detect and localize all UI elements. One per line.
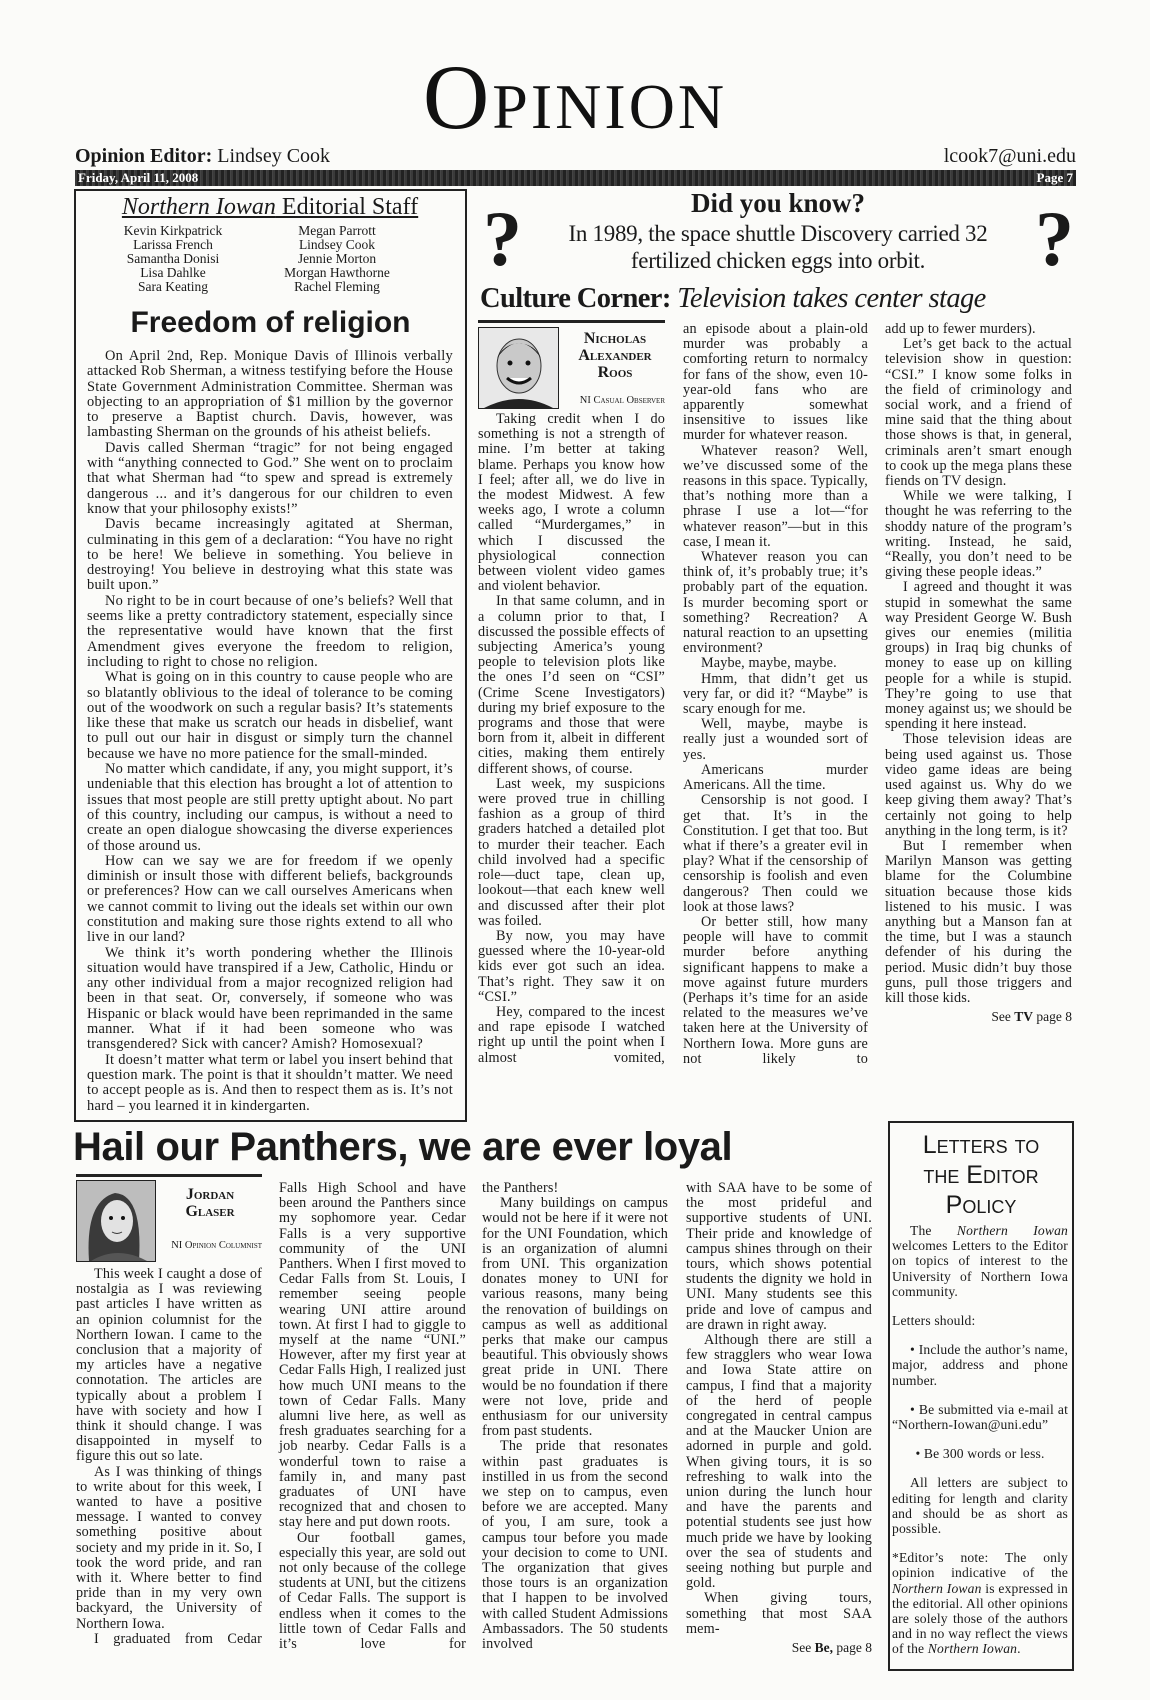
author-photo [478,327,559,409]
byline-rule [478,320,665,323]
jump-see: See [991,1009,1015,1025]
staff-member: Morgan Hawthorne [284,265,390,280]
letters-rule: • Be 300 words or less. [915,1446,1045,1462]
letters-intro [892,1223,1068,1299]
culture-column-3 [885,322,1072,1006]
paragraph: Falls High School and have been around the Panthers since my sophomore year. Cedar Falls is a very supportive community of the UNI Panthers. When I first moved to Cedar Falls from St. Louis, I remember seeing people wearing UNI attire around town. At first I had to giggle to myself at the name “UNI.” However, after my first year at Cedar Falls High, I realized just how much UNI means to the town of Cedar Falls. Many alumni live here, as well as fresh graduates searching for a job nearby. Cedar Falls is a wonderful town to raise a family in, and many past graduates of UNI have recognized that and chosen to stay here and put down roots. [279,1180,466,1531]
culture-corner-title: Television takes center stage [677,283,986,314]
staff-title [74,193,466,221]
paragraph: By now, you may have guessed where the 10-year-old kids ever got such an idea. That’s right. They saw it on “CSI.” [478,927,665,1005]
paragraph: As I was thinking of things to write about for this week, I wanted to have a positive message. I wanted to convey something positive about society and my pride in it. So, I took the word pride, and ran with it. Where better to find pride than in my very own backyard, the University of Northern Iowa. [76,1463,262,1632]
author-title: NI Opinion Columnist [171,1240,262,1251]
staff-member: Sara Keating [137,279,209,294]
culture-column-2 [683,322,868,1067]
paragraph: No matter which candidate, if any, you might support, it’s undeniable that this election has brought a lot of attention to issues that most people are still pretty uptight about. No part of this country, including our campus, is without a need to create an open dialogue showcasing the diverse experiences of those around us. [87,761,453,854]
letters-policy-body [892,1223,1068,1671]
staff-member: Samantha Donisi [126,251,220,266]
section-masthead: Opinion [422,46,728,148]
panthers-column-4-wrap [686,1181,872,1656]
staff-member: Lisa Dahlke [140,265,206,280]
editorial-body [87,349,453,1114]
page-number: Page 7 [1036,170,1073,185]
paragraph: Davis became increasingly agitated at Sherman, culminating in this gem of a declaration: “You have no right to be here! We believe in something. You believe in destroying! You believe in destroying what this state was built upon.” [87,516,453,594]
jump-page: page 8 [833,1640,872,1656]
paragraph: How can we say we are for freedom if we openly diminish or insult those with different beliefs, backgrounds or preferences? How can we call ourselves Americans when we cannot commit to living out the ideals set within our own constitution and making sure those rights extend to all who live in our land? [87,852,453,946]
paragraph: Maybe, maybe, maybe. [701,655,837,672]
paragraph: the Panthers! [482,1180,559,1196]
paragraph: Hey, compared to the incest and rape episode I watched right up until the point when I almost vomited, [478,1003,665,1066]
panthers-column-3 [482,1181,668,1652]
staff-member: Larissa French [133,237,213,252]
author-name [160,1186,260,1220]
panthers-headline: Hail our Panthers, we are ever loyal [73,1125,733,1169]
culture-corner-label: Culture Corner: [480,283,671,314]
letters-title-line: the Editor [923,1161,1039,1189]
jump-key: Be, [814,1640,834,1656]
text: Northern Iowan [892,1580,982,1596]
paragraph: On April 2nd, Rep. Monique Davis of Illinois verbally attacked Rob Sherman, a witness testifying before the House State Government Administration Committee. Sherman was objecting to an appropriation of $1 million by the governor to preserve a Baptist church. Davis, however, was lambasting Sherman on the grounds of his atheist beliefs. [87,348,453,441]
paragraph: What is going on in this country to cause people who are so blatantly oblivious to the ideal of tolerance to be coming out of the woodwork on such a regular basis? It’s statements like these that make us scratch our heads in disbelief, want to pull out our hair in disgust or simply turn the channel because we have no more patience for the small-minded. [87,669,453,762]
paragraph: Our football games, especially this year, are sold out not only because of the college students at UNI, but the citizens of Cedar Falls. The support is endless when it comes to the little town of Cedar Falls and it’s love for [279,1529,466,1653]
author-photo [76,1180,156,1262]
text: . [1017,1641,1021,1657]
byline-rule [76,1174,262,1177]
continued-link[interactable] [686,1640,872,1656]
paragraph: It doesn’t matter what term or label you insert behind that question mark. The point is that it shouldn’t matter. We need to accept people as is. And then to respect them as is. It’s not hard – you learned it in kindergarten. [87,1051,453,1114]
editor-label: Opinion Editor: [75,145,213,167]
culture-column-3-wrap [885,322,1072,1025]
letters-policy-title [890,1130,1072,1220]
letters-title-line: Policy [945,1191,1017,1219]
letters-rule: • Be submitted via e-mail at “Northern-Iowan@uni.edu” [892,1401,1068,1433]
paragraph: Davis called Sherman “tragic” for not being engaged with “anything connected to God.” She went on to proclaim that what Sherman had “to spew and spread is extremely dangerous ... and it’s dangerous for our children to even know that your philosophy exists!” [87,439,453,517]
jump-see: See [791,1640,815,1656]
author-title: NI Casual Observer [579,395,665,406]
jump-key: TV [1014,1009,1034,1025]
paragraph: Well, maybe, maybe is really just a wounded sort of yes. [683,716,868,763]
editor-name: Lindsey Cook [217,145,331,167]
paragraph: Let’s get back to the actual television show in question: “CSI.” I know some folks in the field of criminology and social work, and a friend of mine said that the thing about those shows is that, in general, criminals aren’t smart enough to cook up the mega plans these fiends on TV design. [885,336,1072,490]
paragraph: I graduated from Cedar [94,1630,262,1647]
continued-link[interactable] [885,1009,1072,1025]
paragraph: with SAA have to be some of the most prideful and supportive students of UNI. Their pride and knowledge of campus shines through on their tours, which shows potential students the dignity we hold in UNI. Many students see this pride and love of campus and are drawn in right away. [686,1180,872,1333]
paragraph: an episode about a plain-old murder was probably a comforting return to normalcy for fans of the show, even 10-year-old fans who are apparently somewhat insensitive to issues like murder for whatever reason. [683,321,868,444]
jump-page: page 8 [1033,1009,1072,1025]
paragraph: Although there are still a few stragglers who wear Iowa and Iowa State attire on campus, I find that a majority of the herd of people congregated in central campus and at the Maucker Union are adorned in purple and gold. When giving tours, it is so refreshing to walk into the union during the lunch hour and have the parents and potential students see just how much pride we have by looking over the sea of students and seeing nothing but purple and gold. [686,1332,872,1592]
author-name-line: Roos [597,364,633,381]
author-name [565,330,665,381]
text: welcomes Letters to the Editor on topics of interest to the University of Northern Iowa community. [892,1238,1068,1299]
author-photo-image [77,1181,155,1261]
staff-member: Lindsey Cook [298,237,376,252]
panthers-column-1 [76,1267,262,1647]
text: Northern Iowan [927,1641,1018,1657]
letters-title-line: Letters to [922,1131,1040,1159]
staff-title-paper: Northern Iowan [121,194,276,220]
paragraph: This week I caught a dose of nostalgia as I was reviewing past articles I have written as an opinion columnist for the Northern Iowan. I came to the conclusion that a majority of my articles have a negative connotation. The articles are typically about a problem I have with society and how I think it should change. I was disappointed in myself to figure this out so late. [76,1266,262,1465]
author-name-line: Nicholas [583,330,647,347]
editorial-headline: Freedom of religion [130,306,411,339]
paragraph: Censorship is not good. I get that. It’s in the Constitution. I get that too. But what if there’s a greater evil in play? What if the censorship of censorship is foolish and even dangerous? Then could we look at those laws? [683,792,868,915]
did-you-know-fact: In 1989, the space shuttle Discovery carried 32 fertilized chicken eggs into orbit. [568,221,988,273]
question-mark-icon: ? [483,195,522,282]
paragraph: add up to fewer murders). [885,321,1036,337]
issue-date: Friday, April 11, 2008 [78,170,199,185]
paragraph: The pride that resonates within past graduates is instilled in us from the second we step on to campus, even before we are accepted. Many of you, I am sure, took a campus tour before you made your decision to come to UNI. The organization that gives those tours is an organization that I happen to be involved with called Student Admissions Ambassadors. The 50 students involved [482,1438,668,1653]
letters-rule: • Include the author’s name, major, address and phone number. [892,1342,1068,1388]
letters-editing: All letters are subject to editing for length and clarity and should be as short as possible. [892,1475,1068,1537]
paragraph: Whatever reason? Well, we’ve discussed some of the reasons in this space. Typically, that’s nothing more than a phrase I use a lot—“for whatever reason”—but in this case, I mean it. [683,442,868,550]
staff-member: Kevin Kirkpatrick [123,223,223,238]
staff-member: Rachel Fleming [294,279,380,294]
paragraph: No right to be in court because of one’s beliefs? Well that seems like a pretty contradictory statement, especially since the representative would have known that the first Amendment gives everyone the freedom to religion, including to right to chose no religion. [87,592,453,670]
paragraph: Many buildings on campus would not be here if it were not for the UNI Foundation, which is an organization of alumni from UNI. This organization donates money to UNI for various reasons, many being the renovation of buildings on campus as well as additional perks that make our campus beautiful. This obviously shows great pride in UNI. There would be no foundation if there were not love, pride and enthusiasm for our university from past students. [482,1195,668,1440]
culture-column-1 [478,412,665,1066]
author-photo-image [479,328,558,408]
paragraph: While we were talking, I thought he was referring to the shoddy nature of the program’s writing. Instead, he said, “Really, you don’t need to be giving these people ideas.” [885,488,1072,581]
staff-member: Megan Parrott [298,223,376,238]
author-name-line: Glaser [185,1203,235,1220]
date-bar [75,170,1076,186]
paragraph: Those television ideas are being used against us. Those video game ideas are being used against us. Why do we keep giving them away? That’s certainly not going to help anything in the long term, is it? [885,731,1072,839]
editor-email: lcook7@uni.edu [943,145,1076,167]
text: is expressed in the editorial. All other opinions are solely those of the authors and in no way reflect the views of the [892,1580,1068,1657]
staff-member: Jennie Morton [297,251,377,266]
paragraph: Or better still, how many people will have to commit murder before anything significant happens to make a move against future murders (Perhaps it’s time for an aside related to the measures we’ve taken here at the University of Northern Iowa. More guns are not likely to [683,913,868,1067]
paragraph: Taking credit when I do something is not a strength of mine. I’m better at taking blame. Perhaps you know how I feel; after all, we do live in the modest Midwest. A few weeks ago, I wrote a column called “Murdergames,” in which I discussed the physiological connection between violent video games and violent behavior. [478,411,665,595]
paragraph: We think it’s worth pondering whether the Illinois situation would have transpired if a Jew, Catholic, Hindu or any other individual from a major recognized religion had been in that seat. Or, conversely, if someone who was Hispanic or black would have been reprimanded in the same manner. What if it had been someone who was transgendered? Sick with cancer? Amish? Homosexual? [87,944,453,1053]
paragraph: But I remember when Marilyn Manson was getting blame for the Columbine situation because those kids listened to his music. I was anything but a Manson fan at the time, but I was a staunch defender of his during the period. Music didn’t buy those guns, pull those triggers and kill those kids. [885,837,1072,1006]
question-mark-icon: ? [1035,195,1074,282]
staff-list-right [252,224,422,294]
text: *Editor’s note: The only opinion indicative of the [892,1550,1068,1581]
did-you-know-title: Did you know? [690,188,866,218]
paragraph: Americans murder Americans. All the time. [683,761,868,794]
staff-list-left [88,224,258,294]
text: The [910,1223,957,1238]
paragraph: I agreed and thought it was stupid in somewhat the same way President George W. Bush gives our enemies (militia groups) in Iraq big chunks of money to ease up on killing people for a while is stupid. They’re going to use that money against us; we should be spending it here instead. [885,579,1072,733]
staff-title-rest: Editorial Staff [275,194,419,220]
panthers-column-2 [279,1181,466,1652]
letters-should: Letters should: [892,1313,976,1329]
editor-credit [75,145,330,168]
paragraph: Last week, my suspicions were proved true in chilling fashion as a group of third graders hatched a detailed plot to murder their teacher. Each child involved had a specific role—duct tape, clean up, lookout—that each knew well and discussed after their plot was foiled. [478,775,665,929]
text: Northern Iowan [956,1223,1068,1238]
paragraph: When giving tours, something that most SAA mem- [686,1590,872,1637]
editors-note [892,1550,1068,1656]
culture-corner-headline [480,283,1080,315]
editor-line [75,145,1076,168]
paragraph: Hmm, that didn’t get us very far, or did it? “Maybe” is scary enough for me. [683,670,868,718]
author-name-line: Alexander [578,347,652,364]
paragraph: In that same column, and in a column prior to that, I discussed the possible effects of subjecting America’s young people to television plots like the ones I’d seen on “CSI” (Crime Scene Investigators) during my brief exposure to the programs and those that were born from it, albeit in different cities, making them entirely different shows, of course. [478,593,665,777]
author-name-line: Jordan [185,1186,235,1203]
panthers-column-4 [686,1181,872,1637]
paragraph: Whatever reason you can think of, it’s probably true; it’s probably part of the equation. Is murder becoming sport or something? Recreation? A natural reaction to an upsetting environment? [683,549,868,657]
